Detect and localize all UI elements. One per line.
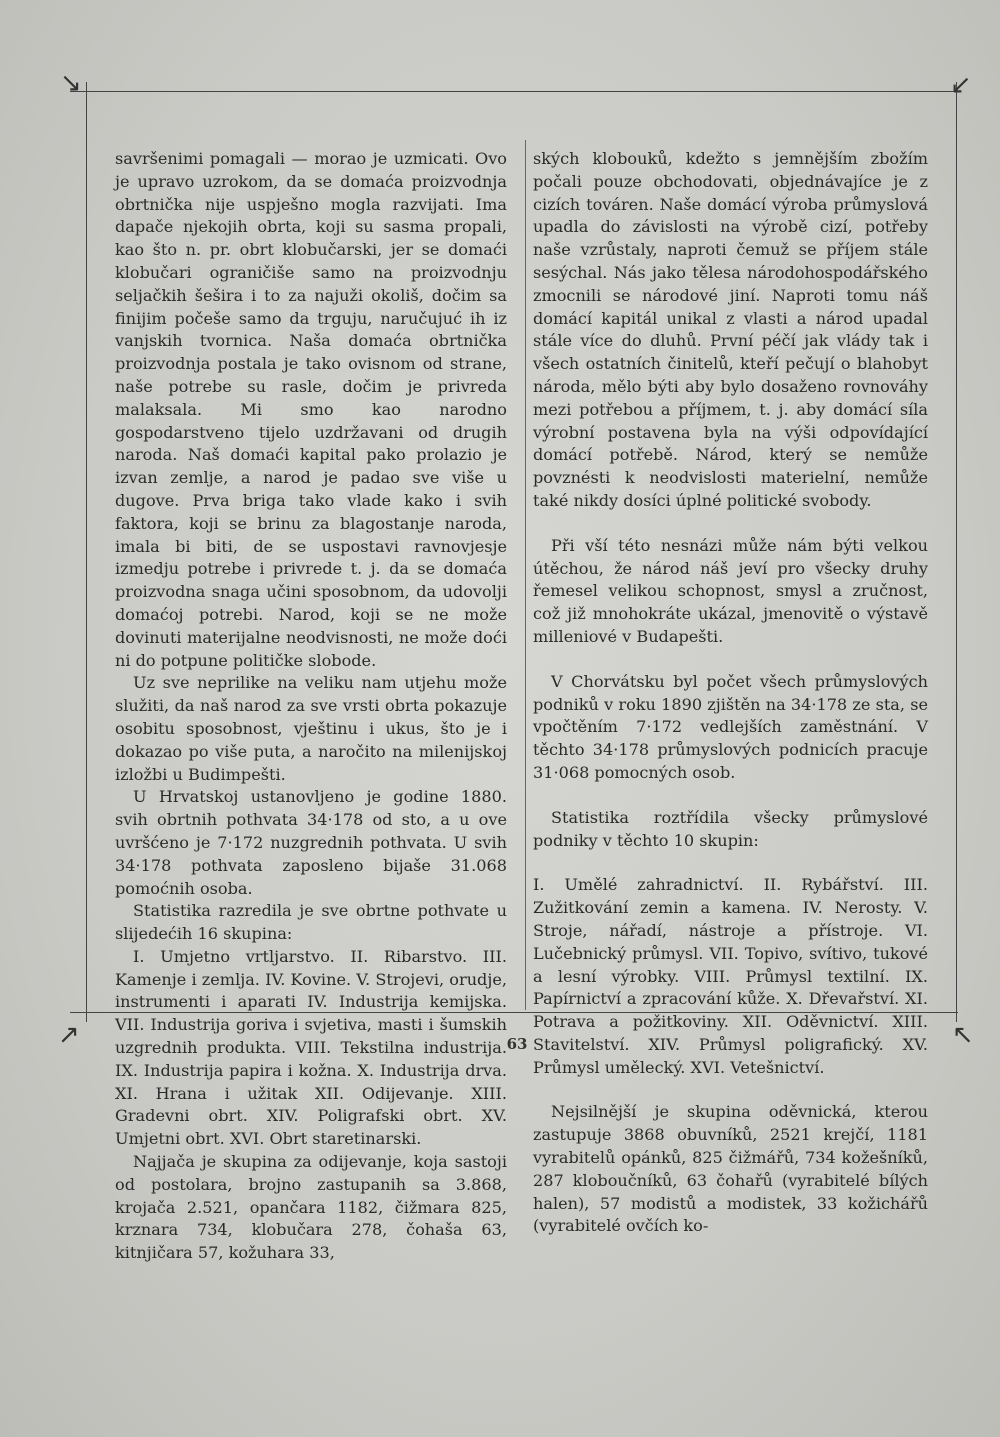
crop-mark-bottom-left-icon: ↗ — [58, 1020, 80, 1050]
frame-rule-left — [86, 82, 87, 1022]
crop-mark-bottom-right-icon: ↖ — [952, 1020, 974, 1050]
paragraph: Nejsilnější je skupina oděvnická, kterou zastupuje 3868 obuvníků, 2521 krejčí, 1181 vyrabitelů opánků, 825 čižmářů, 734 kožešníků, 287 kloboučníků, 63 čohařů (vyrabitelé bílých halen), 57 modistů a modistek, 33 kožichářů (vyrabitelé ovčích ko- — [533, 1102, 928, 1236]
paragraph: Při vší této nesnázi může nám býti velkou útěchou, že národ náš jeví pro všecky druhy řemesel velikou schopnost, smysl a zručnost, což již mnohokráte ukázal, jmenovitě o výstavě milleniové v Budapešti. — [533, 535, 928, 646]
crop-mark-top-right-icon: ↙ — [950, 70, 972, 100]
right-column-czech — [533, 148, 928, 1238]
column-divider — [525, 140, 526, 1010]
crop-mark-top-left-icon: ↘ — [60, 68, 82, 98]
paragraph: U Hrvatskoj ustanovljeno je godine 1880. svih obrtnih pothvata 34·178 od sto, a u ove uvršćeno je 7·172 nuzgrednih pothvata. U svih 34·178 pothvata zaposleno bijaše 31.068 pomoćnih osoba. — [115, 787, 507, 898]
paragraph: Statistika razredila je sve obrtne pothvate u slijedećih 16 skupina: — [115, 901, 507, 944]
frame-rule-right — [956, 82, 957, 1022]
paragraph: Najjača je skupina za odijevanje, koja sastoji od postolara, brojno zastupanih sa 3.868, krojača 2.521, opančara 1182, čižmara 825, krznara 734, klobučara 278, čohaša 63, kitnjičara 57, kožuhara 33, — [115, 1152, 507, 1263]
paragraph: Statistika roztřídila všecky průmyslové podniky v těchto 10 skupin: — [533, 807, 928, 850]
paragraph: I. Umělé zahradnictví. II. Rybářství. III. Zužitkování zemin a kamena. IV. Nerosty. V. Stroje, nářadí, nástroje a přístroje. VI. Lučebnický průmysl. VII. Topivo, svítivo, tukové a lesní výrobky. VIII. Průmysl textilní. IX. Papírnictví a zpracování kůže. X. Dřevařství. XI. Potrava a požitkoviny. XII. Oděvnictví. XIII. Stavitelství. XIV. Průmysl poligrafický. XV. Průmysl umělecký. XVI. Vetešnictví. — [533, 875, 928, 1077]
paragraph: Uz sve neprilike na veliku nam utjehu može služiti, da naš narod za sve vrsti obrta pokazuje osobitu sposobnost, vještinu i ukus, što je i dokazao po više puta, a naročito na milenijskoj izložbi u Budimpešti. — [115, 673, 507, 784]
page-number: 63 — [506, 1035, 528, 1053]
paragraph: V Chorvátsku byl počet všech průmyslových podniků v roku 1890 zjištěn na 34·178 ze sta, se vpočtěním 7·172 vedlejších zaměstnání. V těchto 34·178 průmyslových podnicích pracuje 31·068 pomocných osob. — [533, 671, 928, 782]
paragraph: I. Umjetno vrtljarstvo. II. Ribarstvo. III. Kamenje i zemlja. IV. Kovine. V. Strojevi, orudje, instrumenti i aparati IV. Industrija kemijska. VII. Industrija goriva i svjetiva, masti i šumskih uzgrednih produkta. VIII. Tekstilna industrija. IX. Industrija papira i kožna. X. Industrija drva. XI. Hrana i užitak XII. Odijevanje. XIII. Gradevni obrt. XIV. Poligrafski obrt. XV. Umjetni obrt. XVI. Obrt staretinarski. — [115, 946, 507, 1149]
paragraph: ských klobouků, kdežto s jemnějším zbožím počali pouze obchodovati, objednávajíce je z cizích továren. Naše domácí výroba průmyslová upadla do závislosti na výrobě cizí, potřeby naše vzrůstaly, naproti čemuž se příjem stále sesýchal. Nás jako tělesa národohospodářského zmocnili se národové jiní. Naproti tomu náš domácí kapitál unikal z vlasti a národ upadal stále více do dluhů. První péčí jak vlády tak i všech ostatních činitelů, kteří pečují o blahobyt národa, mělo býti aby bylo dosaženo rovnováhy mezi potřebou a příjmem, t. j. aby domácí síla výrobní postavena byla na výši odpovídající domácí potřebě. Národ, který se nemůže povznésti k neodvislosti materielní, nemůže také nikdy dosíci úplné politické svobody. — [533, 149, 928, 510]
paragraph: savršenimi pomagali — morao je uzmicati. Ovo je upravo uzrokom, da se domaća proizvodnja obrtnička nije uspješno mogla razvijati. Ima dapače njekojih obrta, koji su sasma propali, kao što n. pr. obrt klobučarski, jer se domaći klobučari ograničiše samo na proizvodnju seljačkih šešira i to za najuži okoliš, dočim sa finijim počeše samo da trguju, naručujuć ih iz vanjskih tvornica. Naša domaća obrtnička proizvodnja postala je tako ovisnom od strane, naše potrebe su rasle, dočim je privreda malaksala. Mi smo kao narodno gospodarstveno tijelo uzdržavani od drugih naroda. Naš domaći kapital pako prolazio je izvan zemlje, a narod je padao sve više u dugove. Prva briga tako vlade kako i svih faktora, koji se brinu za blagostanje naroda, imala bi biti, de se uspostavi ravnovjesje izmedju potrebe i privrede t. j. da se domaća proizvodna snaga učini sposobnom, da udovolji domaćoj potrebi. Narod, koji se ne može dovinuti materijalne neodvisnosti, ne može doći ni do potpune političke slobode. — [115, 149, 507, 670]
left-column-croatian — [115, 148, 507, 1265]
frame-rule-top — [70, 91, 958, 92]
